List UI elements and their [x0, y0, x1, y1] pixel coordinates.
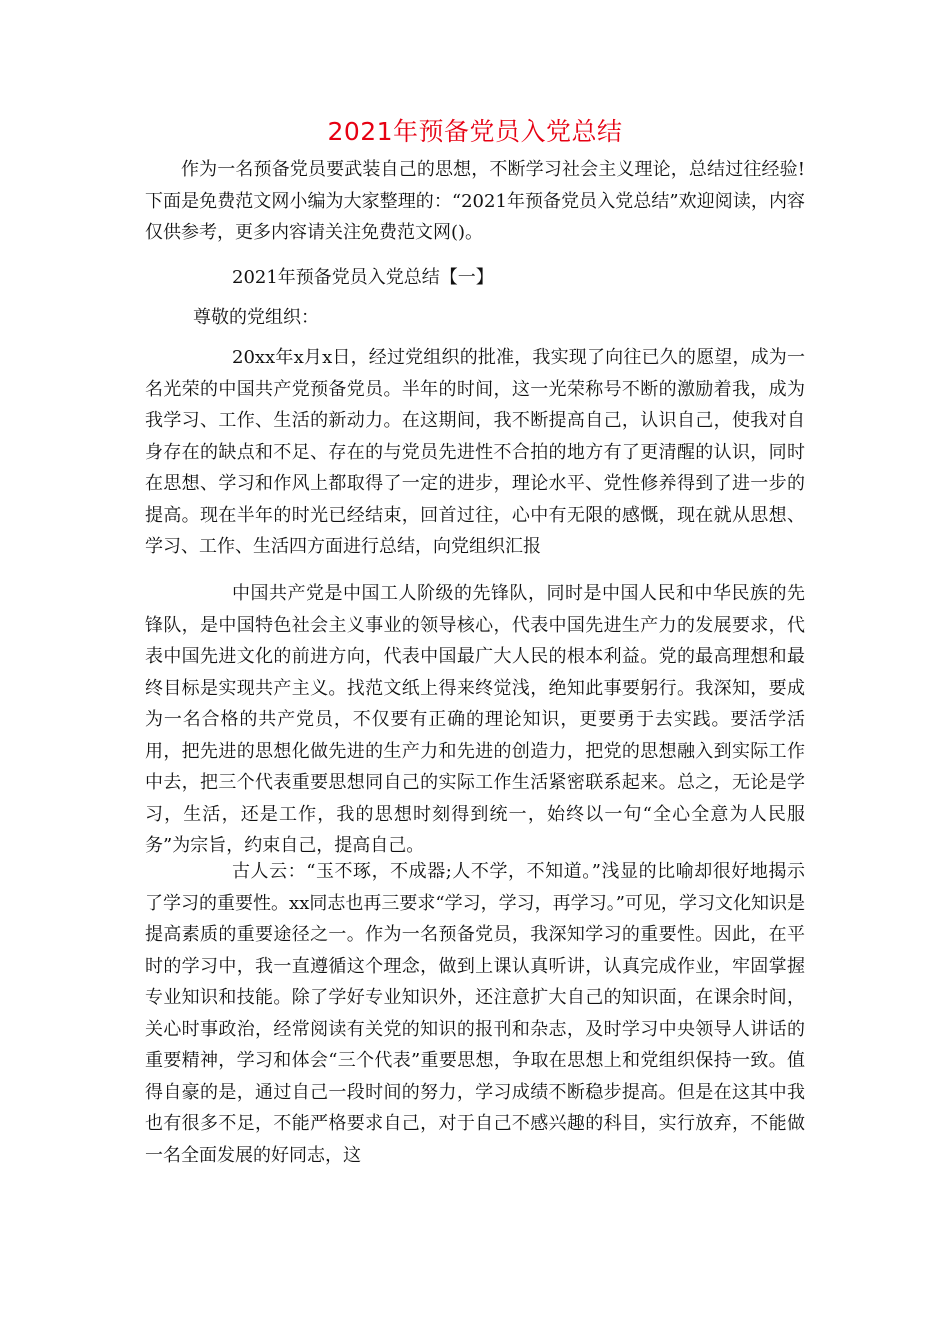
page-title: 2021年预备党员入党总结 — [327, 117, 623, 146]
intro-paragraph: 作为一名预备党员要武装自己的思想，不断学习社会主义理论，总结过往经验!下面是免费范文网小编为大家整理的：“2021年预备党员入党总结”欢迎阅读，内容仅供参考，更多内容请关注免费范文网()。 — [145, 159, 805, 243]
section-title: 2021年预备党员入党总结【一】 — [232, 267, 494, 288]
salutation: 尊敬的党组织： — [193, 307, 319, 328]
body-paragraph: 中国共产党是中国工人阶级的先锋队，同时是中国人民和中华民族的先锋队，是中国特色社会主义事业的领导核心，代表中国先进生产力的发展要求，代表中国先进文化的前进方向，代表中国最广大人民的根本利益。党的最高理想和最终目标是实现共产主义。找范文纸上得来终觉浅，绝知此事要躬行。我深知，要成为一名合格的共产党员，不仅要有正确的理论知识，更要勇于去实践。要活学活用，把先进的思想化做先进的生产力和先进的创造力，把党的思想融入到实际工作中去，把三个代表重要思想同自己的实际工作生活紧密联系起来。总之，无论是学习，生活，还是工作，我的思想时刻得到统一，始终以一句“全心全意为人民服务”为宗旨，约束自己，提高自己。 — [145, 583, 805, 856]
body-paragraph: 20xx年x月x日，经过党组织的批准，我实现了向往已久的愿望，成为一名光荣的中国共产党预备党员。半年的时间，这一光荣称号不断的激励着我，成为我学习、工作、生活的新动力。在这期间，我不断提高自己，认识自己，使我对自身存在的缺点和不足、存在的与党员先进性不合拍的地方有了更清醒的认识，同时在思想、学习和作风上都取得了一定的进步，理论水平、党性修养得到了进一步的提高。现在半年的时光已经结束，回首过往，心中有无限的感慨，现在就从思想、学习、工作、生活四方面进行总结，向党组织汇报 — [145, 347, 805, 557]
body-paragraph: 古人云：“玉不琢，不成器;人不学，不知道。”浅显的比喻却很好地揭示了学习的重要性。xx同志也再三要求“学习，学习，再学习。”可见，学习文化知识是提高素质的重要途径之一。作为一名预备党员，我深知学习的重要性。因此，在平时的学习中，我一直遵循这个理念，做到上课认真听讲，认真完成作业，牢固掌握专业知识和技能。除了学好专业知识外，还注意扩大自己的知识面，在课余时间，关心时事政治，经常阅读有关党的知识的报刊和杂志，及时学习中央领导人讲话的重要精神，学习和体会“三个代表”重要思想，争取在思想上和党组织保持一致。值得自豪的是，通过自己一段时间的努力，学习成绩不断稳步提高。但是在这其中我也有很多不足，不能严格要求自己，对于自己不感兴趣的科目，实行放弃，不能做一名全面发展的好同志，这 — [145, 861, 805, 1166]
